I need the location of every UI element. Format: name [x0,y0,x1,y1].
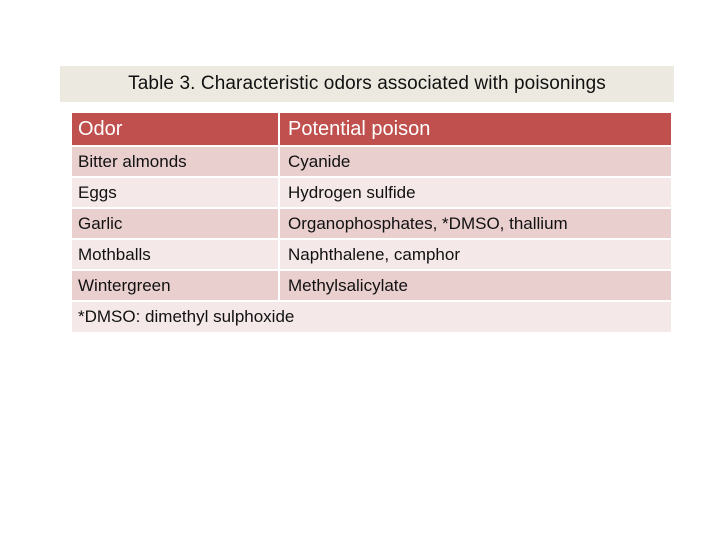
table-title: Table 3. Characteristic odors associated with poisonings [60,66,674,102]
poison-cell: Methylsalicylate [280,271,671,300]
poison-cell: Cyanide [280,147,671,176]
odor-cell: Eggs [72,178,278,207]
poison-cell: Naphthalene, camphor [280,240,671,269]
table-row [72,209,671,238]
table-footnote-row [72,302,671,332]
table-header-row [72,113,671,145]
poison-cell: Hydrogen sulfide [280,178,671,207]
table-row [72,178,671,207]
odor-cell: Wintergreen [72,271,278,300]
header-odor: Odor [72,113,278,145]
odor-cell: Garlic [72,209,278,238]
odor-poison-table [72,113,671,334]
odor-cell: Mothballs [72,240,278,269]
table-row [72,240,671,269]
table-footnote: *DMSO: dimethyl sulphoxide [72,302,671,332]
header-potential-poison: Potential poison [280,113,671,145]
table-row [72,147,671,176]
table-row [72,271,671,300]
poison-cell: Organophosphates, *DMSO, thallium [280,209,671,238]
odor-cell: Bitter almonds [72,147,278,176]
